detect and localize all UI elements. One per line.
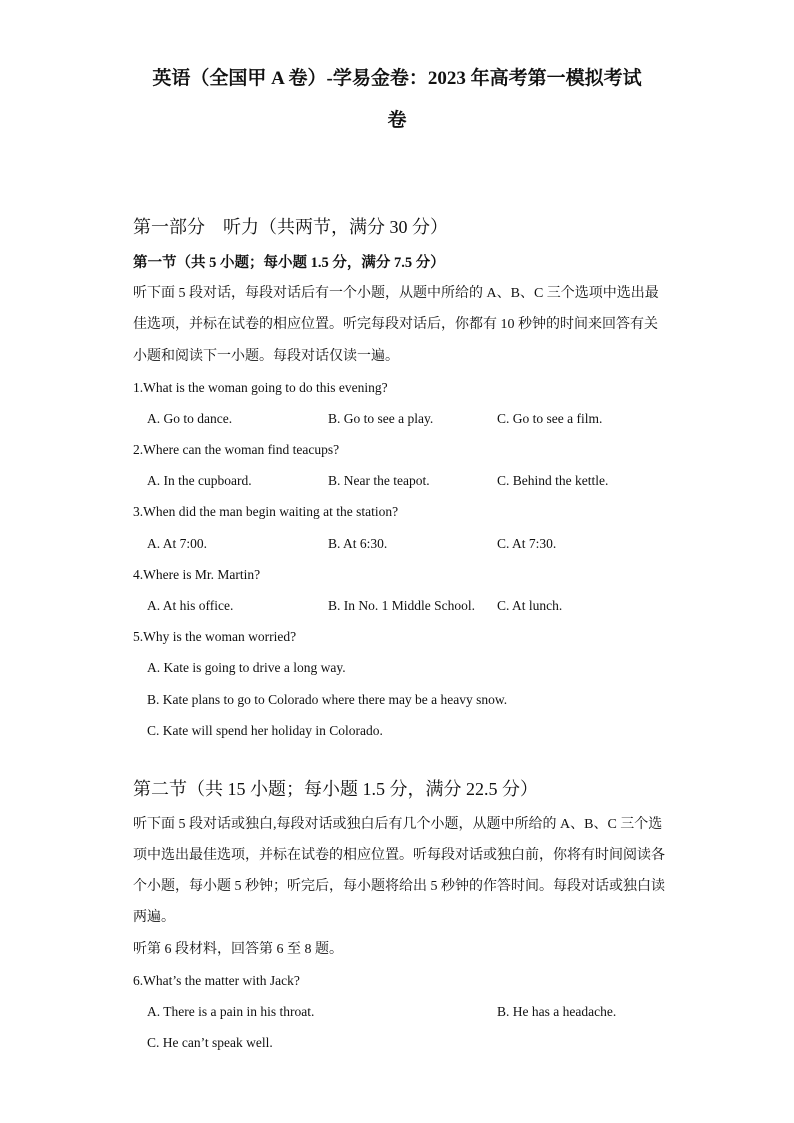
document-title-line-2: 卷 — [387, 110, 407, 131]
question-5-option-a: A. Kate is going to drive a long way. — [147, 660, 346, 675]
question-2-option-a: A. In the cupboard. — [147, 473, 252, 488]
question-2-stem: 2.Where can the woman find teacups? — [133, 442, 340, 457]
question-6-stem: 6.What’s the matter with Jack? — [133, 973, 300, 988]
section-2-instruction-line: 项中选出最佳选项，并标在试卷的相应位置。听每段对话或独白前，你将有时间阅读各 — [133, 848, 665, 863]
question-5-option-c: C. Kate will spend her holiday in Colorado. — [147, 723, 383, 738]
question-1-option-c: C. Go to see a film. — [497, 411, 603, 426]
question-3-option-c: C. At 7:30. — [497, 536, 557, 551]
question-5-option-b: B. Kate plans to go to Colorado where there may be a heavy snow. — [147, 692, 508, 707]
section-2-instruction-line: 个小题，每小题 5 秒钟；听完后，每小题将给出 5 秒钟的作答时间。每段对话或独白读 — [133, 879, 665, 894]
question-1-option-b: B. Go to see a play. — [328, 411, 434, 426]
question-6-option-b: B. He has a headache. — [497, 1004, 617, 1019]
section-1-instruction-line: 听下面 5 段对话，每段对话后有一个小题，从题中所给的 A、B、C 三个选项中选出最 — [133, 286, 659, 301]
question-4-option-a: A. At his office. — [147, 598, 234, 613]
section-2-instruction-line: 听下面 5 段对话或独白,每段对话或独白后有几个小题，从题中所给的 A、B、C 三个选 — [133, 817, 663, 832]
question-4-option-b: B. In No. 1 Middle School. — [328, 598, 475, 613]
question-4-stem: 4.Where is Mr. Martin? — [133, 567, 261, 582]
question-3-option-a: A. At 7:00. — [147, 536, 208, 551]
question-2-option-b: B. Near the teapot. — [328, 473, 430, 488]
section-2-instruction-line: 两遍。 — [133, 910, 175, 925]
material-6-note: 听第 6 段材料，回答第 6 至 8 题。 — [133, 942, 343, 957]
question-6-option-a: A. There is a pain in his throat. — [147, 1004, 315, 1019]
question-6-option-c: C. He can’t speak well. — [147, 1035, 273, 1050]
question-1-option-a: A. Go to dance. — [147, 411, 233, 426]
question-4-option-c: C. At lunch. — [497, 598, 563, 613]
section-1-instruction-line: 佳选项，并标在试卷的相应位置。听完每段对话后，你都有 10 秒钟的时间来回答有关 — [133, 317, 658, 332]
section-1-heading: 第一节（共 5 小题；每小题 1.5 分，满分 7.5 分） — [133, 255, 445, 271]
section-1-instruction-line: 小题和阅读下一小题。每段对话仅读一遍。 — [133, 349, 399, 364]
part-1-heading: 第一部分 听力（共两节，满分 30 分） — [133, 217, 448, 237]
section-2-heading: 第二节（共 15 小题；每小题 1.5 分，满分 22.5 分） — [133, 779, 538, 799]
question-5-stem: 5.Why is the woman worried? — [133, 629, 297, 644]
document-title-line-1: 英语（全国甲 A 卷）-学易金卷：2023 年高考第一模拟考试 — [152, 68, 642, 89]
question-2-option-c: C. Behind the kettle. — [497, 473, 609, 488]
question-3-stem: 3.When did the man begin waiting at the station? — [133, 504, 399, 519]
question-3-option-b: B. At 6:30. — [328, 536, 388, 551]
question-1-stem: 1.What is the woman going to do this evening? — [133, 380, 388, 395]
